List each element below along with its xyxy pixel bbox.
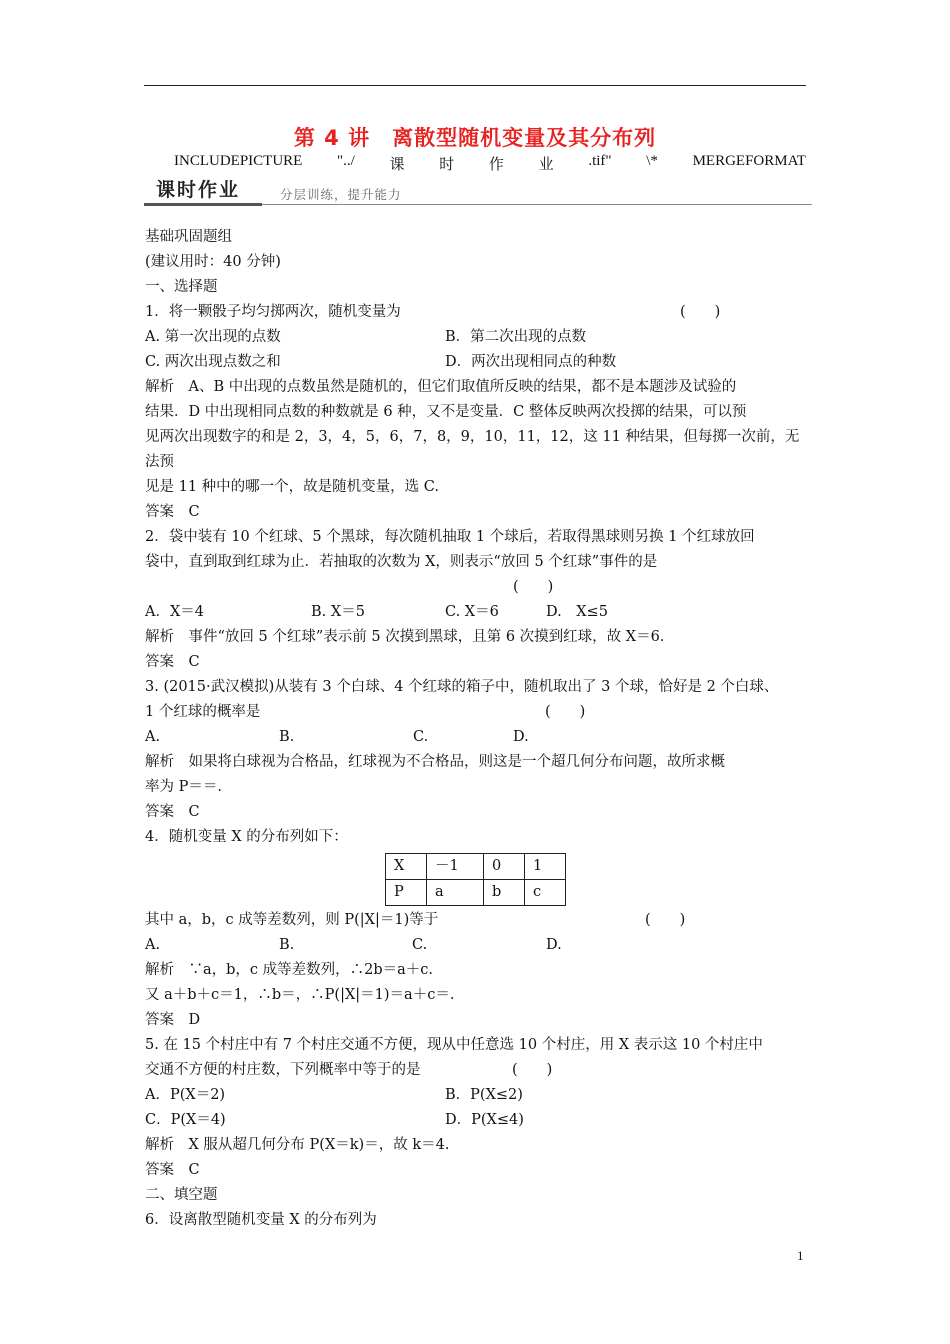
analysis-line: 结果．D 中出现相同点数的种数就是 6 种，又不是变量．C 整体反映两次投掷的结果，可以预 bbox=[145, 404, 747, 420]
question-stem: 交通不方便的村庄数，下列概率中等于的是 ( ) bbox=[145, 1058, 810, 1083]
table-cell: a bbox=[427, 880, 484, 906]
analysis-line: 解析 X 服从超几何分布 P(X＝k)＝，故 k＝4. bbox=[145, 1137, 450, 1153]
include-part: INCLUDEPICTURE bbox=[174, 153, 303, 169]
header-rule bbox=[144, 85, 806, 86]
analysis-line: 解析 A、B 中出现的点数虽然是随机的，但它们取值所反映的结果，都不是本题涉及试验的 bbox=[145, 379, 737, 395]
option-d: D．两次出现相同点的种数 bbox=[445, 354, 617, 370]
question-stem: 1 个红球的概率是 ( ) bbox=[145, 700, 810, 725]
option-a: A．X＝4 bbox=[145, 604, 205, 620]
analysis-line: 解析 如果将白球视为合格品，红球视为不合格品，则这是一个超几何分布问题，故所求概 bbox=[145, 754, 725, 770]
table-cell: P bbox=[386, 880, 427, 906]
option-c: C．P(X＝4) bbox=[145, 1112, 226, 1128]
table-cell: X bbox=[386, 854, 427, 880]
question-stem: 其中 a，b，c 成等差数列，则 P(|X|＝1)等于 ( ) bbox=[145, 908, 810, 933]
analysis-line: 见是 11 种中的哪一个，故是随机变量，选 C. bbox=[145, 479, 439, 495]
question-stem: 1．将一颗骰子均匀掷两次，随机变量为 ( ) bbox=[145, 300, 810, 325]
option-a: A. bbox=[145, 937, 161, 953]
banner-tag: 课时作业 bbox=[144, 177, 272, 203]
option-row bbox=[145, 1108, 810, 1133]
option-c: C. bbox=[413, 729, 429, 745]
include-part: .tif" bbox=[588, 153, 612, 169]
include-part: 课 bbox=[389, 157, 405, 173]
answer-line: 答案 C bbox=[145, 804, 200, 820]
answer-paren: ( ) bbox=[680, 304, 721, 320]
answer-paren: ( ) bbox=[512, 1062, 553, 1078]
option-row bbox=[145, 600, 810, 625]
table-cell: 0 bbox=[484, 854, 525, 880]
option-b: B. bbox=[279, 729, 295, 745]
option-a: A. bbox=[145, 729, 161, 745]
answer-paren: ( ) bbox=[513, 579, 554, 595]
table-row bbox=[386, 854, 566, 880]
distribution-table bbox=[385, 853, 566, 906]
answer-line: 答案 C bbox=[145, 654, 200, 670]
table-cell: c bbox=[525, 880, 566, 906]
option-b: B．第二次出现的点数 bbox=[445, 329, 587, 345]
document-body bbox=[145, 225, 810, 1233]
banner-rule bbox=[262, 204, 812, 205]
option-d: D．P(X≤4) bbox=[445, 1112, 524, 1128]
option-d: D. X≤5 bbox=[546, 604, 608, 620]
include-part: 作 bbox=[488, 157, 504, 173]
option-row bbox=[145, 1083, 810, 1108]
answer-line: 答案 C bbox=[145, 1162, 200, 1178]
option-b: B. bbox=[279, 937, 295, 953]
includepicture-field bbox=[174, 153, 806, 174]
homework-banner bbox=[144, 177, 812, 207]
question-stem: 6．设离散型随机变量 X 的分布列为 bbox=[145, 1212, 377, 1228]
part-heading: 二、填空题 bbox=[145, 1187, 218, 1203]
part-heading: 一、选择题 bbox=[145, 279, 218, 295]
table-cell: －1 bbox=[427, 854, 484, 880]
table-row bbox=[386, 880, 566, 906]
analysis-line: 率为 P＝＝. bbox=[145, 779, 222, 795]
include-part: \* bbox=[646, 153, 658, 169]
option-row bbox=[145, 933, 810, 958]
table-cell: b bbox=[484, 880, 525, 906]
question-stem: 3. (2015·武汉模拟)从装有 3 个白球、4 个红球的箱子中，随机取出了 3 个球，恰好是 2 个白球、 bbox=[145, 679, 779, 695]
option-c: C. bbox=[412, 937, 428, 953]
table-cell: 1 bbox=[525, 854, 566, 880]
question-stem: 5. 在 15 个村庄中有 7 个村庄交通不方便，现从中任意选 10 个村庄，用 X 表示这 10 个村庄中 bbox=[145, 1037, 763, 1053]
option-row bbox=[145, 325, 810, 350]
include-part: 业 bbox=[538, 157, 554, 173]
banner-subtitle: 分层训练，提升能力 bbox=[280, 187, 402, 202]
include-part: 时 bbox=[439, 157, 455, 173]
group-heading: 基础巩固题组 bbox=[145, 229, 232, 245]
answer-paren: ( ) bbox=[545, 704, 586, 720]
option-row bbox=[145, 350, 810, 375]
time-note: (建议用时：40 分钟) bbox=[145, 254, 281, 270]
analysis-line: 见两次出现数字的和是 2，3，4，5，6，7，8，9，10，11，12，这 11 种结果，但每掷一次前，无法预 bbox=[145, 429, 800, 470]
option-b: B．P(X≤2) bbox=[445, 1087, 523, 1103]
analysis-line: 解析 事件“放回 5 个红球”表示前 5 次摸到黑球，且第 6 次摸到红球，故 X＝6. bbox=[145, 629, 665, 645]
answer-line: 答案 D bbox=[145, 1012, 201, 1028]
option-c: C. X＝6 bbox=[445, 604, 499, 620]
option-a: A. 第一次出现的点数 bbox=[145, 329, 281, 345]
option-d: D. bbox=[513, 729, 529, 745]
include-part: "../ bbox=[337, 153, 355, 169]
question-stem: 袋中，直到取到红球为止．若抽取的次数为 X，则表示“放回 5 个红球”事件的是 bbox=[145, 554, 658, 570]
answer-line: 答案 C bbox=[145, 504, 200, 520]
banner-tag-underline bbox=[144, 203, 262, 206]
question-stem: 4．随机变量 X 的分布列如下： bbox=[145, 829, 348, 845]
option-d: D. bbox=[546, 937, 562, 953]
analysis-line: 解析 ∵a，b，c 成等差数列，∴2b＝a＋c. bbox=[145, 962, 434, 978]
option-c: C. 两次出现点数之和 bbox=[145, 354, 281, 370]
answer-paren: ( ) bbox=[645, 912, 686, 928]
option-row bbox=[145, 725, 810, 750]
page-number: 1 bbox=[797, 1248, 804, 1263]
page-title: 第 4 讲 离散型随机变量及其分布列 bbox=[293, 126, 657, 150]
option-a: A．P(X＝2) bbox=[145, 1087, 226, 1103]
question-stem: 2．袋中装有 10 个红球、5 个黑球，每次随机抽取 1 个球后，若取得黑球则另换 1 个红球放回 bbox=[145, 529, 755, 545]
analysis-line: 又 a＋b＋c＝1，∴b＝，∴P(|X|＝1)＝a＋c＝. bbox=[145, 987, 455, 1003]
option-b: B. X＝5 bbox=[311, 604, 365, 620]
include-part: MERGEFORMAT bbox=[692, 153, 806, 169]
